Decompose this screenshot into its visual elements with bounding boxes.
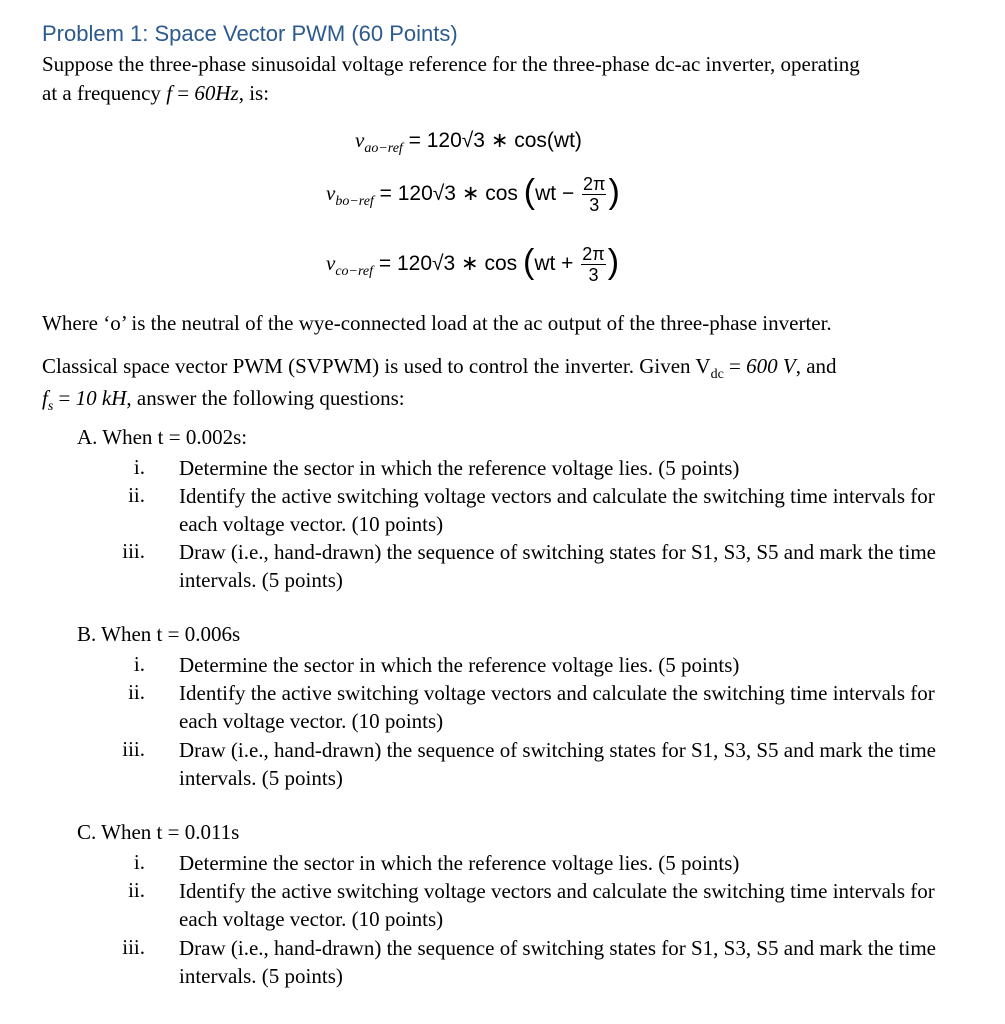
section-a-heading: A. When t = 0.002s:	[77, 425, 248, 449]
section-c-item-3: Draw (i.e., hand-drawn) the sequence of switching states for S1, S3, S5 and mark the time intervals. (5 points)	[179, 936, 936, 988]
intro-line-1: Suppose the three-phase sinusoidal voltage reference for the three-phase dc-ac inverter, operating	[42, 52, 860, 76]
section-a-item-2: Identify the active switching voltage vectors and calculate the switching time intervals for each voltage vector. (10 points)	[179, 484, 935, 536]
section-b-item-2: Identify the active switching voltage vectors and calculate the switching time intervals for each voltage vector. (10 points)	[179, 681, 935, 733]
section-c-item-3-num: iii.	[122, 935, 145, 959]
fraction-b: $\frac{2\pi}{3}$	[583, 174, 606, 215]
section-c-heading: C. When t = 0.011s	[77, 820, 240, 844]
section-b-item-3-num: iii.	[122, 737, 145, 761]
given-paragraph	[42, 352, 837, 416]
equation-vbo: $v_{bo-ref} = 120√3$ ∗ cos (wt − $\frac{2\pi}{3}$ )	[326, 173, 620, 215]
section-b-item-1-num: i.	[133, 652, 145, 676]
fraction-c: $\frac{2\pi}{3}$	[582, 244, 605, 285]
given-line-1: Classical space vector PWM (SVPWM) is used to control the inverter. Given $V_{dc} = 600$ V, and	[42, 354, 837, 382]
section-a-item-1: Determine the sector in which the reference voltage lies. (5 points)	[179, 456, 740, 480]
section-b-item-3: Draw (i.e., hand-drawn) the sequence of switching states for S1, S3, S5 and mark the time intervals. (5 points)	[179, 738, 936, 790]
section-c-item-1: Determine the sector in which the reference voltage lies. (5 points)	[179, 851, 740, 875]
given-line-2: $f_s = 10$ kH, answer the following questions:	[42, 386, 405, 414]
section-c-item-1-num: i.	[133, 850, 145, 874]
section-a-item-3: Draw (i.e., hand-drawn) the sequence of switching states for S1, S3, S5 and mark the time intervals. (5 points)	[179, 540, 936, 592]
intro-paragraph	[42, 50, 860, 108]
section-a-item-3-num: iii.	[122, 539, 145, 563]
section-c-item-2-num: ii.	[128, 878, 145, 902]
section-b-item-2-num: ii.	[128, 680, 145, 704]
where-text: Where ‘o’ is the neutral of the wye-connected load at the ac output of the three-phase inverter.	[42, 311, 832, 335]
equation-vco: $v_{co-ref} = 120√3$ ∗ cos (wt + $\frac{2\pi}{3}$ )	[326, 243, 620, 285]
section-a-item-2-num: ii.	[128, 483, 145, 507]
problem-title: Problem 1: Space Vector PWM (60 Points)	[42, 21, 458, 46]
equation-vao: $v_{ao-ref} = 120√3$ ∗ cos(wt)	[355, 128, 582, 156]
section-b-item-1: Determine the sector in which the reference voltage lies. (5 points)	[179, 653, 740, 677]
section-b-heading: B. When t = 0.006s	[77, 622, 241, 646]
section-c-item-2: Identify the active switching voltage vectors and calculate the switching time intervals for each voltage vector. (10 points)	[179, 879, 935, 931]
section-a-item-1-num: i.	[133, 455, 145, 479]
intro-line-2: at a frequency f = 60Hz, is:	[42, 81, 270, 105]
